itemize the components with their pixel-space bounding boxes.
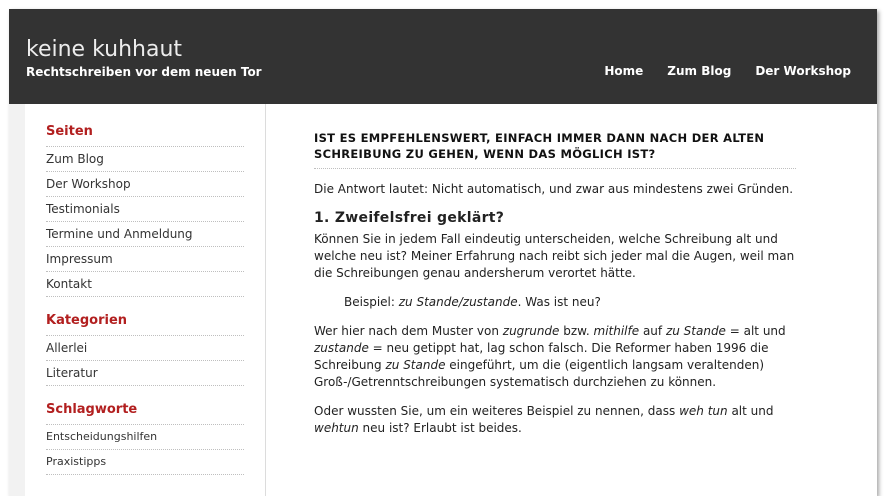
article <box>314 130 796 449</box>
p2-text-3: auf <box>639 324 666 338</box>
sidebar-item-der-workshop[interactable]: Der Workshop <box>46 172 244 197</box>
nav-zum-blog[interactable]: Zum Blog <box>667 64 732 78</box>
main-content <box>266 104 877 496</box>
nav-der-workshop[interactable]: Der Workshop <box>755 64 851 78</box>
sidebar-item-literatur[interactable]: Literatur <box>46 361 244 386</box>
sidebar <box>25 104 265 496</box>
article-paragraph-3 <box>314 403 796 437</box>
article-paragraph-2 <box>314 323 796 391</box>
sidebar-item-allerlei[interactable]: Allerlei <box>46 335 244 361</box>
sidebar-item-termine[interactable]: Termine und Anmeldung <box>46 222 244 247</box>
p2-text-4: = alt und <box>725 324 786 338</box>
p2-italic-4: zustande <box>314 341 369 355</box>
p2-text-6: eingeführt, um die (eigentlich langsam veraltenden) Groß-/Getrenntschreibungen systematisch durchziehen zu können. <box>314 358 765 389</box>
site-tagline: Rechtschreiben vor dem neuen Tor <box>26 65 262 79</box>
p2-italic-2: mithilfe <box>593 324 640 338</box>
example-italic: zu Stande/zustande <box>398 295 518 309</box>
p3-text-1: Oder wussten Sie, um ein weiteres Beispiel zu nennen, dass <box>314 404 680 418</box>
site-title[interactable]: keine kuhhaut <box>26 37 183 62</box>
section-heading: 1. Zweifelsfrei geklärt? <box>314 210 505 226</box>
article-title: IST ES EMPFEHLENSWERT, EINFACH IMMER DANN NACH DER ALTEN SCHREIBUNG ZU GEHEN, WENN DAS MÖGLICH IST? <box>314 130 796 169</box>
sidebar-item-kontakt[interactable]: Kontakt <box>46 272 244 297</box>
sidebar-item-zum-blog[interactable]: Zum Blog <box>46 146 244 172</box>
p2-italic-1: zugrunde <box>502 324 560 338</box>
sidebar-list-kategorien <box>46 335 244 386</box>
article-example <box>314 294 796 311</box>
p2-text-1: Wer hier nach dem Muster von <box>314 324 503 338</box>
sidebar-heading-seiten: Seiten <box>46 124 93 139</box>
p2-text-2: bzw. <box>559 324 594 338</box>
sidebar-item-impressum[interactable]: Impressum <box>46 247 244 272</box>
p2-italic-3: zu Stande <box>665 324 726 338</box>
sidebar-heading-schlagworte: Schlagworte <box>46 402 138 417</box>
sidebar-item-praxistipps[interactable]: Praxistipps <box>46 450 244 475</box>
site-header <box>9 9 877 104</box>
p3-italic-1: weh tun <box>679 404 728 418</box>
example-prefix: Beispiel: <box>344 295 399 309</box>
article-intro: Die Antwort lautet: Nicht automatisch, und zwar aus mindestens zwei Gründen. <box>314 182 794 196</box>
example-suffix: . Was ist neu? <box>517 295 601 309</box>
sidebar-item-testimonials[interactable]: Testimonials <box>46 197 244 222</box>
sidebar-list-seiten <box>46 146 244 297</box>
p2-italic-5: zu Stande <box>385 358 446 372</box>
sidebar-item-entscheidungshilfen[interactable]: Entscheidungshilfen <box>46 424 244 450</box>
p3-text-2: alt und <box>727 404 774 418</box>
p3-text-3: neu ist? Erlaubt ist beides. <box>358 421 522 435</box>
page-frame <box>9 9 877 496</box>
nav-home[interactable]: Home <box>604 64 644 78</box>
p2-text-5: = neu getippt hat, lag schon falsch. Die Reformer haben 1996 die Schreibung <box>314 341 769 372</box>
sidebar-list-schlagworte <box>46 424 244 475</box>
top-navigation <box>604 64 851 78</box>
sidebar-heading-kategorien: Kategorien <box>46 313 128 328</box>
p3-italic-2: wehtun <box>314 421 359 435</box>
article-paragraph-1: Können Sie in jedem Fall eindeutig unterscheiden, welche Schreibung alt und welche neu ist? Meiner Erfahrung nach reibt sich jeder mal die Augen, weil man die Schreibungen genau andersherum verortet hätte. <box>314 232 795 280</box>
